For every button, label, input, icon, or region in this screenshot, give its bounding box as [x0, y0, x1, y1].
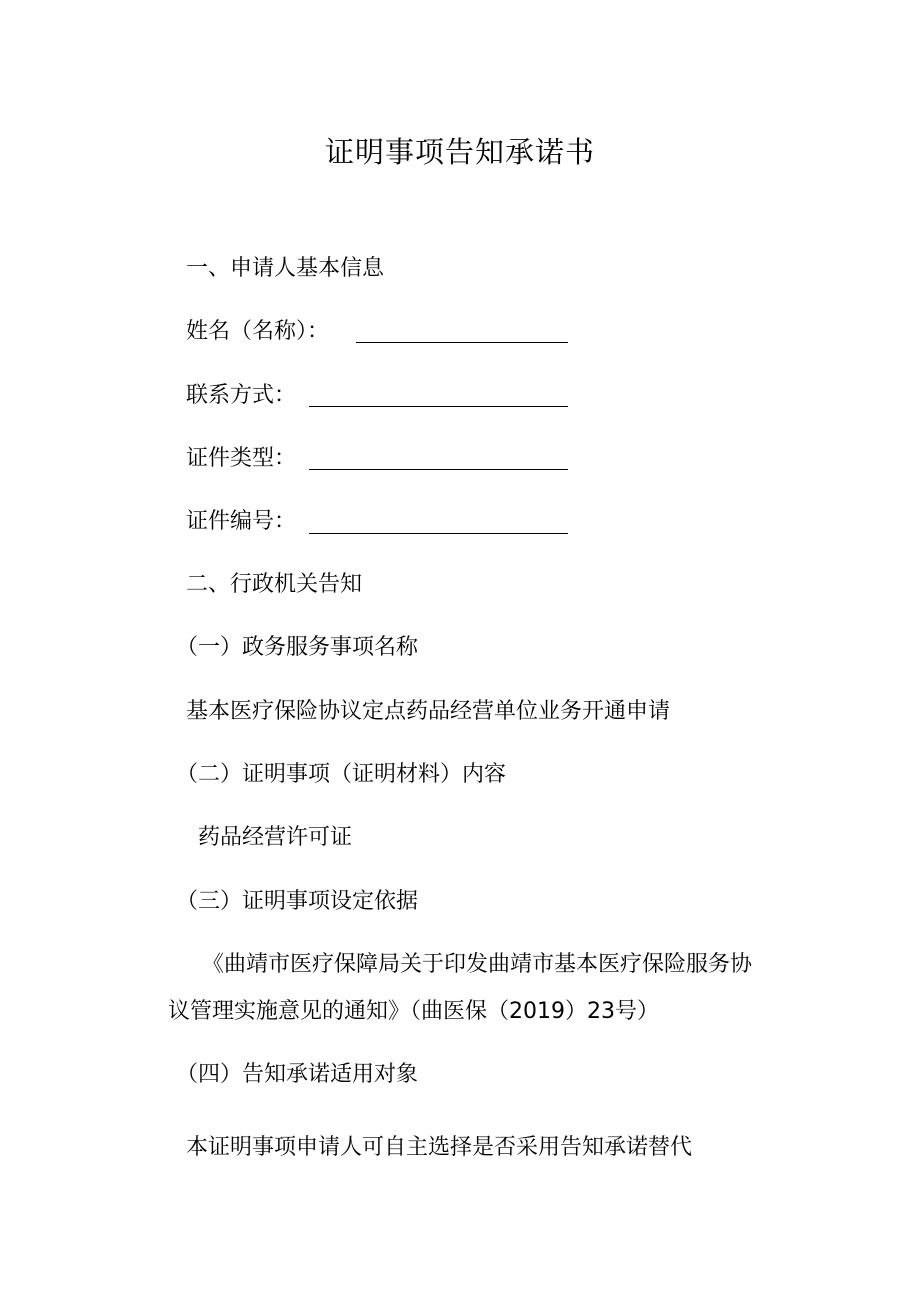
item-2-body: 药品经营许可证 — [198, 825, 353, 850]
name-label: 姓名（名称）： — [186, 319, 330, 344]
document-title: 证明事项告知承诺书 — [324, 135, 595, 169]
section-2-heading: 二、行政机关告知 — [186, 572, 363, 597]
item-3-body-line-1: 《曲靖市医疗保障局关于印发曲靖市基本医疗保险服务协 — [202, 952, 753, 977]
item-4-body: 本证明事项申请人可自主选择是否采用告知承诺替代 — [186, 1135, 693, 1160]
contact-blank-line — [309, 406, 568, 407]
name-blank-line — [356, 342, 568, 343]
section-1-heading: 一、申请人基本信息 — [186, 256, 385, 281]
id-number-blank-line — [309, 533, 568, 534]
item-3-body-line-2: 议管理实施意见的通知》（曲医保（2019）23号） — [168, 999, 659, 1024]
id-type-label: 证件类型： — [186, 446, 297, 471]
item-3-heading: （三）证明事项设定依据 — [176, 889, 419, 914]
item-1-heading: （一）政务服务事项名称 — [176, 635, 419, 660]
item-2-heading: （二）证明事项（证明材料）内容 — [176, 762, 507, 787]
item-4-heading: （四）告知承诺适用对象 — [176, 1062, 419, 1087]
item-1-body: 基本医疗保险协议定点药品经营单位业务开通申请 — [186, 699, 671, 724]
id-type-blank-line — [309, 469, 568, 470]
contact-label: 联系方式： — [186, 383, 297, 408]
id-number-label: 证件编号： — [186, 509, 297, 534]
